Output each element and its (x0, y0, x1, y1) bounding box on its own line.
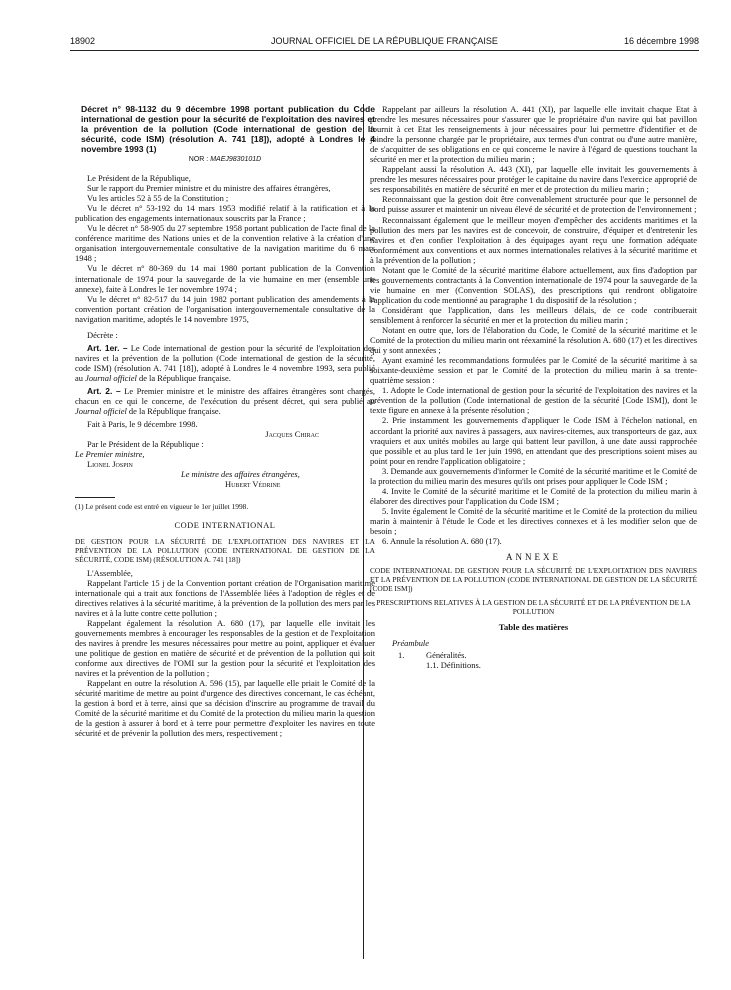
code-left-para-1: Rappelant également la résolution A. 680 (17), par laquelle elle invitait les gouvernements membres à encourager les responsables de la gestion et de l'exploitation des navires à prendre les mesures nécessaires pour mettre au point, appliquer et évaluer une politique de gestion en matière de sécurité et de prévention de la pollution qui soit conforme aux directives de l'OMI sur la gestion pour la sécurité et l'exploitation des navires et la prévention de la pollution ; (75, 617, 375, 678)
code-right-para-10: 3. Demande aux gouvernements d'informer le Comité de la sécurité maritime et le Comité de la protection du milieu marin des mesures qu'ils ont prises pour appliquer le Code ISM ; (370, 465, 697, 486)
par-le-president: Par le Président de la République : (87, 439, 204, 450)
article-2 (75, 386, 375, 416)
header-rule (70, 50, 699, 51)
footnote-rule (75, 497, 115, 498)
code-right-para-2: Reconnaissant que la gestion doit être convenablement structurée pour que le personnel de bord puisse assurer et maintenir un niveau élevé de sécurité et de protection de l'environnement ; (370, 194, 697, 215)
article-2-label: Art. 2. – (87, 385, 121, 396)
toc-item-1-1: 1.1. Définitions. (426, 660, 481, 671)
ministre-name: Hubert Védrine (225, 479, 281, 490)
article-1-jo: Journal officiel (85, 372, 137, 383)
code-left-para-2: Rappelant en outre la résolution A. 596 (15), par laquelle elle priait le Comité de la sécurité maritime de mettre au point d'urgence des directives concernant, le cas échéant, la gestion à bord et à terre, ainsi que sa décision d'inscrire au programme de travail du Comité de la sécurité maritime et du Comité de la protection du milieu marin la question de la gestion à assurer à bord et à terre pour permettre d'exploiter les navires en toute sécurité et de prévenir la pollution des mers, respectivement ; (75, 678, 375, 739)
decree-para-3: Vu le décret n° 53-192 du 14 mars 1953 modifié relatif à la ratification et à la publication des engagements internationaux souscrits par la France ; (75, 203, 375, 224)
toc-item-1-label: Généralités. (426, 650, 467, 661)
decree-para-1: Sur le rapport du Premier ministre et du ministre des affaires étrangères, (87, 183, 331, 194)
article-2-text-b: de la République française. (128, 406, 221, 417)
issue-date: 16 décembre 1998 (623, 36, 699, 46)
toc-item-1 (398, 650, 697, 660)
code-right-para-4: Notant que le Comité de la sécurité maritime élabore actuellement, aux fins d'adoption par les gouvernements contractants à la Convention internationale de 1974 pour la sauvegarde de la vie humaine en mer (Convention SOLAS), des prescriptions qui rendront obligatoire l'application du code mentionné au paragraphe 1 du dispositif de la résolution ; (370, 264, 697, 305)
article-2-text-a: Le Premier ministre et le ministre des affaires étrangères sont chargés, chacun en ce qui le concerne, de l'exécution du présent décret, qui sera publié au (75, 385, 376, 407)
code-right-para-7: Ayant examiné les recommandations formulées par le Comité de la sécurité maritime à sa soixante-deuxième session et par le Comité de la protection du milieu marin à sa trente-quatrième session : (370, 355, 697, 386)
premier-ministre-name: Lionel Jospin (87, 459, 133, 470)
decrete: Décrète : (87, 329, 118, 340)
code-right-para-1: Rappelant aussi la résolution A. 443 (XI), par laquelle elle invitait les gouvernements à prendre les mesures nécessaires pour protéger le capitaine du navire dans l'exercice approprié de ses responsabilités en matière de sécurité en mer et de protection du milieu marin ; (370, 164, 697, 195)
annexe-heading: ANNEXE (506, 552, 561, 563)
page-header (70, 36, 699, 50)
signature-president: Jacques Chirac (265, 429, 319, 440)
code-right-para-3: Reconnaissant également que le meilleur moyen d'empêcher des accidents maritimes et la pollution des mers par les navires est de concevoir, de construire, d'équiper et d'entretenir les navires et d'en confier l'exploitation à des équipages ayant reçu une formation adéquate conformément aux conventions et aux normes internationales relatives à la sécurité maritime et à la prévention de la pollution ; (370, 214, 697, 265)
article-1-text-b: de la République française. (138, 372, 231, 383)
nor-reference (75, 155, 375, 165)
code-right-para-12: 5. Invite également le Comité de la sécurité maritime et le Comité de la protection du milieu marin à maintenir à l'étude le Code et les directives connexes et à les modifier selon que de besoin ; (370, 505, 697, 536)
code-subheading: DE GESTION POUR LA SÉCURITÉ DE L'EXPLOITATION DES NAVIRES ET LA PRÉVENTION DE LA POLLUTION (CODE INTERNATIONAL DE GESTION DE LA SÉCURITÉ, CODE ISM) (RÉSOLUTION A. 741 [18]) (75, 536, 375, 564)
nor-value: MAEJ9830101D (210, 156, 262, 163)
code-right-para-13: 6. Annule la résolution A. 680 (17). (382, 536, 502, 547)
toc-preambule: Préambule (392, 638, 430, 649)
decree-para-0: Le Président de la République, (87, 173, 191, 184)
code-right-para-11: 4. Invite le Comité de la sécurité maritime et le Comité de la protection du milieu marin à élaborer des directives pour l'application du Code ISM ; (370, 485, 697, 506)
code-right-para-9: 2. Prie instamment les gouvernements d'appliquer le Code ISM à l'échelon national, en accordant la priorité aux navires à passagers, aux navires-citernes, aux transporteurs de gaz, aux vraquiers et aux unités mobiles au large qui battent leur pavillon, à une date aussi rapprochée que possible et au plus tard le 1er juin 1998, en attendant que des prescriptions soient mises au point pour en rendre l'application obligatoire ; (370, 415, 697, 466)
ministre-title: Le ministre des affaires étrangères, (181, 469, 300, 480)
premier-ministre-title: Le Premier ministre, (75, 449, 145, 460)
article-1 (75, 343, 375, 383)
code-left-para-0: Rappelant l'article 15 j de la Convention portant création de l'Organisation maritime internationale qui a trait aux fonctions de l'Assemblée liées à l'adoption de règles et de directives relatives à la sécurité maritime, à la prévention de la pollution des mers par les navires et à la lutte contre cette pollution ; (75, 577, 375, 618)
decree-para-5: Vu le décret n° 80-369 du 14 mai 1980 portant publication de la Convention internationale de 1974 pour la sauvegarde de la vie humaine en mer (ensemble une annexe), faite à Londres le 1er novembre 1974 ; (75, 263, 375, 294)
code-right-para-0: Rappelant par ailleurs la résolution A. 441 (XI), par laquelle elle invitait chaque Etat à prendre les mesures nécessaires pour s'assurer que le propriétaire d'un navire qui bat pavillon fournit à cet Etat les renseignements à jour nécessaires pour lui permettre d'identifier et de joindre la personne chargée par le propriétaire, aux termes d'un contrat ou d'une autre manière, de s'acquitter de ses obligations en ce qui concerne le navire à l'égard de questions touchant la sécurité en mer et la protection du milieu marin ; (370, 104, 697, 165)
decree-para-2: Vu les articles 52 à 55 de la Constitution ; (87, 193, 229, 204)
decree-para-4: Vu le décret n° 58-905 du 27 septembre 1958 portant publication de l'acte final de la conférence maritime des Nations unies et de la convention relative à la création d'une organisation intergouvernementale consultative de la navigation maritime du 6 mars 1948 ; (75, 223, 375, 264)
code-right-para-8: 1. Adopte le Code international de gestion pour la sécurité de l'exploitation des navires et la prévention de la pollution (Code international de gestion de la sécurité [Code ISM]), dont le texte figure en annexe à la présente résolution ; (370, 385, 697, 416)
article-1-label: Art. 1er. – (87, 342, 128, 353)
page-number: 18902 (70, 36, 96, 46)
nor-label: NOR : (188, 156, 209, 163)
code-heading: CODE INTERNATIONAL (174, 521, 276, 531)
code-right-para-5: Considérant que l'application, dans les meilleurs délais, de ce code contribuerait sensiblement à renforcer la sécurité en mer et la protection du milieu marin ; (370, 304, 697, 325)
toc-title: Table des matières (498, 622, 569, 633)
decree-para-6: Vu le décret n° 82-517 du 14 juin 1982 portant publication des amendements à la convention portant création de l'organisation intergouvernementale consultative de la navigation maritime, adoptés le 14 novembre 1975, (75, 293, 375, 324)
article-1-text-a: Le Code international de gestion pour la sécurité de l'exploitation des navires et la prévention de la pollution (Code international de gestion de la sécurité, code ISM) (résolution A. 741 [18]), adopté à Londres le 4 novembre 1993, sera publié au (75, 342, 375, 383)
assembly: L'Assemblée, (87, 567, 133, 578)
article-2-jo: Journal officiel (75, 406, 127, 417)
annexe-subheading: CODE INTERNATIONAL DE GESTION POUR LA SÉCURITÉ DE L'EXPLOITATION DES NAVIRES ET LA PRÉVENTION DE LA POLLUTION (CODE INTERNATIONAL DE GESTION DE LA SÉCURITÉ [CODE ISM]) (370, 566, 697, 594)
footnote: (1) Le présent code est entré en vigueur le 1er juillet 1998. (75, 502, 249, 512)
decree-title: Décret n° 98-1132 du 9 décembre 1998 portant publication du Code international de gestion pour la sécurité de l'exploitation des navires et la prévention de la pollution (Code international de gestion de la sécurité, code ISM) (résolution A. 741 [18]), adopté à Londres le 4 novembre 1993 (1) (81, 104, 375, 154)
right-column (370, 104, 697, 670)
fait-a-paris: Fait à Paris, le 9 décembre 1998. (87, 419, 198, 430)
left-column (75, 104, 375, 738)
toc-item-1-num: 1. (398, 650, 405, 661)
journal-title: JOURNAL OFFICIEL DE LA RÉPUBLIQUE FRANÇAISE (271, 36, 498, 46)
code-right-para-6: Notant en outre que, lors de l'élaboration du Code, le Comité de la sécurité maritime et le Comité de la protection du milieu marin ont réexaminé la résolution A. 680 (17) et les directives qui y sont annexées ; (370, 325, 697, 356)
annexe-prescriptions: PRESCRIPTIONS RELATIVES À LA GESTION DE LA SÉCURITÉ ET DE LA PRÉVENTION DE LA POLLUTION (376, 598, 691, 617)
